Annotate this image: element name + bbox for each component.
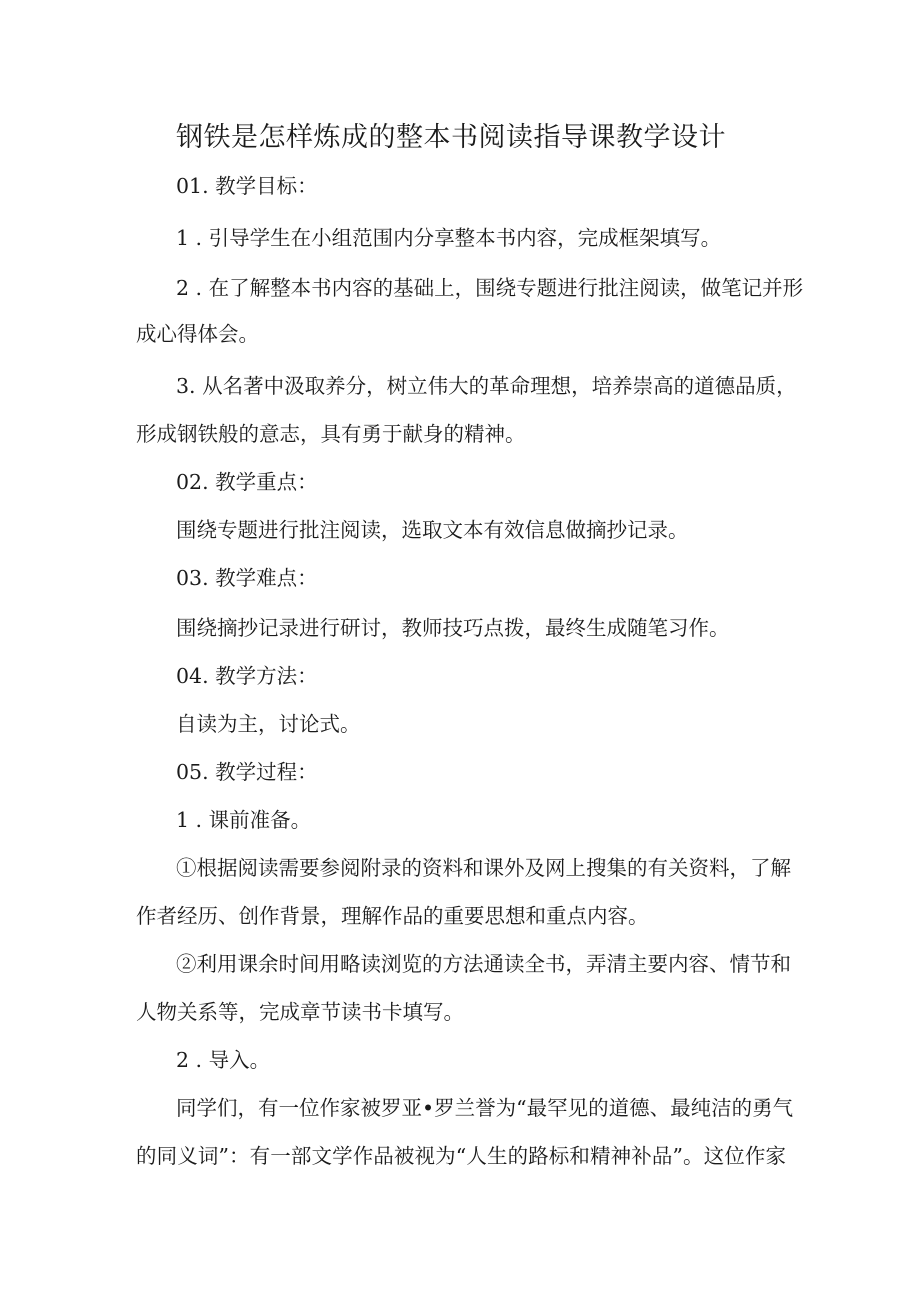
objective-item-2-line-1: 2 . 在了解整本书内容的基础上，围绕专题进行批注阅读，做笔记并形 [176,276,804,300]
intro-paragraph-line-1: 同学们，有一位作家被罗亚•罗兰誉为“最罕见的道德、最纯洁的勇气 [176,1096,794,1120]
process-step-1: 1 . 课前准备。 [176,808,312,832]
process-step-1-item-2-line-1: ②利用课余时间用略读浏览的方法通读全书，弄清主要内容、情节和 [176,952,791,976]
methods-text: 自读为主，讨论式。 [176,712,361,736]
difficulties-text: 围绕摘抄记录进行研讨，教师技巧点拨，最终生成随笔习作。 [176,616,730,640]
section-heading-key-points: 02. 教学重点： [176,470,318,494]
objective-item-1: 1 . 引导学生在小组范围内分享整本书内容，完成框架填写。 [176,226,722,250]
section-heading-objectives: 01. 教学目标： [176,174,318,198]
process-step-1-item-1-line-1: ①根据阅读需要参阅附录的资料和课外及网上搜集的有关资料，了解 [176,856,791,880]
objective-item-3-line-2: 形成钢铁般的意志，具有勇于献身的精神。 [136,422,526,446]
section-heading-methods: 04. 教学方法： [176,664,318,688]
process-step-1-item-1-line-2: 作者经历、创作背景，理解作品的重要思想和重点内容。 [136,904,649,928]
objective-item-3-line-1: 3. 从名著中汲取养分，树立伟大的革命理想，培养崇高的道德品质， [176,374,797,398]
section-heading-difficulties: 03. 教学难点： [176,566,318,590]
intro-paragraph-line-2: 的同义词”：有一部文学作品被视为“人生的路标和精神补品”。这位作家 [136,1144,786,1168]
process-step-2: 2 . 导入。 [176,1048,271,1072]
section-heading-process: 05. 教学过程： [176,760,318,784]
objective-item-2-line-2: 成心得体会。 [136,322,259,346]
key-points-text: 围绕专题进行批注阅读，选取文本有效信息做摘抄记录。 [176,518,689,542]
document-title: 钢铁是怎样炼成的整本书阅读指导课教学设计 [176,122,726,153]
process-step-1-item-2-line-2: 人物关系等，完成章节读书卡填写。 [136,1000,464,1024]
